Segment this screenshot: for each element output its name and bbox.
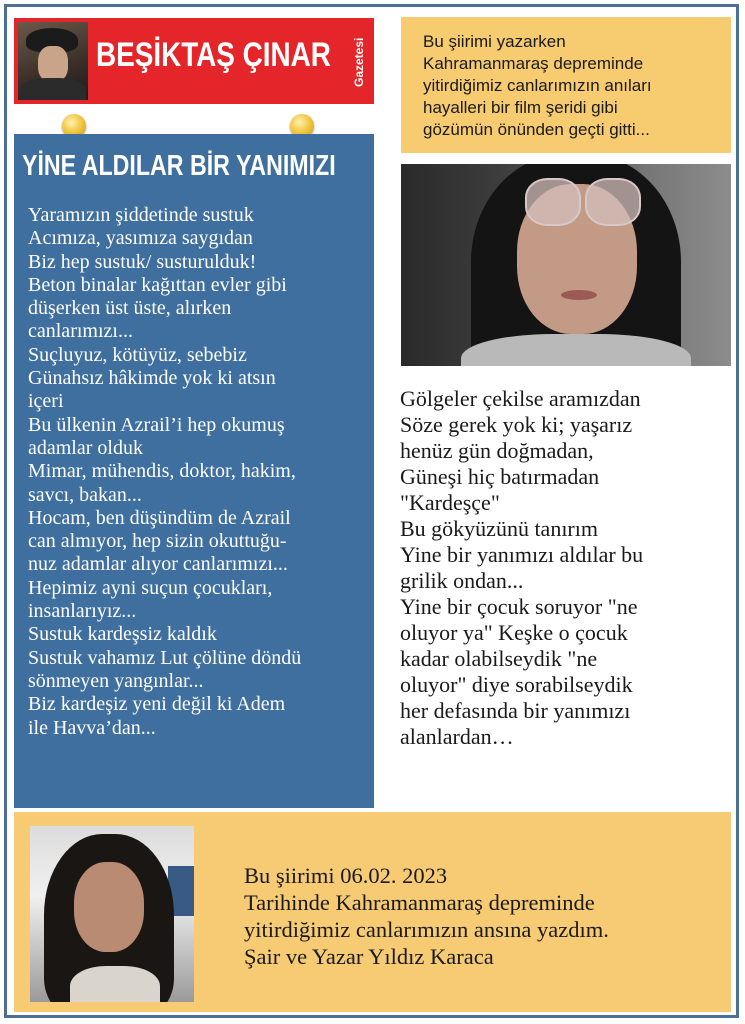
poem-continuation: [400, 386, 740, 750]
intro-note-line: hayalleri bir film şeridi gibi: [423, 98, 618, 117]
footer-line: yitirdiğimiz canlarımızın ansına yazdım.: [244, 917, 609, 942]
poem-line: Hocam, ben düşündüm de Azrail: [28, 506, 291, 529]
poem-line: grilik ondan...: [400, 568, 524, 593]
poem-line: Söze gerek yok ki; yaşarız: [400, 412, 633, 437]
poem-line: Beton binalar kağıttan evler gibi: [28, 273, 287, 296]
poem-line: Biz hep sustuk/ susturulduk!: [28, 250, 257, 273]
poem-line: oluyor" diye sorabilseydik: [400, 672, 633, 697]
poem-line: Günahsız hâkimde yok ki atsın: [28, 367, 276, 390]
intro-note-line: Kahramanmaraş depreminde: [423, 54, 644, 73]
poem-line: can almıyor, hep sizin okuttuğu-: [28, 530, 287, 553]
poem-line: her defasında bir yanımızı: [400, 698, 631, 723]
footer-line: Tarihinde Kahramanmaraş depreminde: [244, 890, 595, 915]
poem-line: Mimar, mühendis, doktor, hakim,: [28, 460, 296, 483]
poem-line: Bu gökyüzünü tanırım: [400, 516, 598, 541]
masthead-portrait: [18, 22, 88, 100]
poem-line: oluyor ya" Keşke o çocuk: [400, 620, 628, 645]
poem-card: [14, 134, 374, 808]
poem-line: Sustuk vahamız Lut çölüne döndü: [28, 646, 302, 669]
poem-line: kadar olabilseydik "ne: [400, 646, 598, 671]
intro-note-line: Bu şiirimi yazarken: [423, 32, 566, 51]
masthead: [14, 18, 374, 104]
poem-title: YİNE ALDILAR BİR YANIMIZI: [22, 150, 336, 182]
author-photo-small: [30, 826, 194, 1002]
footer-card: [14, 812, 731, 1012]
poem-line: Yaramızın şiddetinde sustuk: [28, 204, 254, 226]
poem-line: Yine bir yanımızı aldılar bu: [400, 542, 644, 567]
poem-line: nuz adamlar alıyor canlarımızı...: [28, 553, 288, 576]
intro-note-line: yitirdiğimiz canlarımızın anıları: [423, 76, 652, 95]
footer-line: Şair ve Yazar Yıldız Karaca: [244, 944, 494, 969]
poem-line: içeri: [28, 390, 64, 413]
poem-line: adamlar olduk: [28, 436, 143, 459]
poem-line: sönmeyen yangınlar...: [28, 669, 204, 692]
poem-line: Acımıza, yasımıza saygıdan: [28, 227, 253, 250]
poem-line: canlarımızı...: [28, 320, 133, 343]
poem-line: savcı, bakan...: [28, 483, 142, 506]
intro-note: [401, 17, 731, 153]
masthead-brand: BEŞİKTAŞ ÇINAR: [96, 36, 331, 74]
poem-line: düşerken üst üste, alırken: [28, 297, 232, 320]
footer-line: Bu şiirimi 06.02. 2023: [244, 863, 448, 888]
poem-line: henüz gün doğmadan,: [400, 438, 594, 463]
poem-line: Bu ülkenin Azrail’i hep okumuş: [28, 413, 285, 436]
poem-body: [28, 204, 370, 740]
poem-line: Gölgeler çekilse aramızdan: [400, 386, 641, 411]
footer-dedication: [244, 862, 724, 970]
intro-note-line: gözümün önünden geçti gitti...: [423, 120, 650, 139]
poem-line: Sustuk kardeşsiz kaldık: [28, 623, 217, 646]
masthead-subtitle: Gazetesi: [352, 37, 366, 87]
poem-line: insanlarıyız...: [28, 600, 137, 623]
poem-line: alanlardan…: [400, 724, 514, 749]
poem-line: Güneşi hiç batırmadan: [400, 464, 600, 489]
author-photo-large: [401, 164, 731, 366]
poem-line: Suçluyuz, kötüyüz, sebebiz: [28, 343, 247, 366]
poem-line: Hepimiz ayni suçun çocukları,: [28, 576, 273, 599]
poem-line: Biz kardeşiz yeni değil ki Adem: [28, 693, 286, 716]
poem-line: "Kardeşçe": [400, 490, 500, 515]
poem-line: Yine bir çocuk soruyor "ne: [400, 594, 638, 619]
poem-line: ile Havva’dan...: [28, 716, 156, 739]
